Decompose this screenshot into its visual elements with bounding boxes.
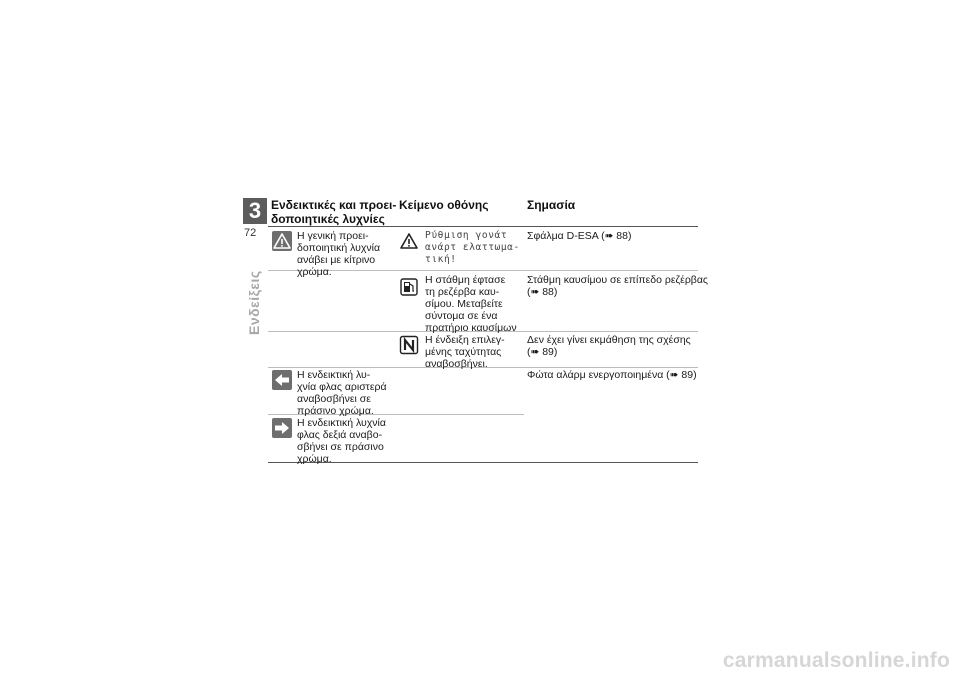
fuel-pump-icon: [399, 277, 419, 297]
arrow-right-icon: [272, 418, 292, 438]
header-rule: [268, 226, 698, 227]
warning-triangle-icon: [272, 231, 292, 251]
chapter-title-vertical: Ενδείξεις: [246, 270, 262, 335]
arrow-left-icon: [272, 370, 292, 390]
header-display-text: Κείμενο οθόνης: [399, 198, 489, 212]
header-meaning: Σημασία: [527, 198, 576, 212]
row1-display-text: Ρύθμιση γονάτ ανάρτ ελαττωμα- τική!: [425, 230, 520, 265]
row4-lamp-text: Η ενδεικτική λυ- χνία φλας αριστερά αναβοσβήνει σε πράσινο χρώμα.: [297, 369, 387, 417]
header-indicator-lamps: Ενδεικτικές και προει- δοποιητικές λυχνίες: [271, 198, 397, 226]
row5-lamp-text: Η ενδεικτική λυχνία φλας δεξιά αναβο- σβήνει σε πράσινο χρώμα.: [297, 417, 386, 465]
row3-meaning: Δεν έχει γίνει εκμάθηση της σχέσης (➠ 89): [527, 334, 691, 358]
neutral-n-icon: [399, 335, 419, 355]
row4-meaning: Φώτα αλάρμ ενεργοποιημένα (➠ 89): [527, 369, 697, 381]
row1-lamp-text: Η γενική προει- δοποιητική λυχνία ανάβει με κίτρινο χρώμα.: [297, 230, 381, 278]
row3-display-text: Η ένδειξη επιλεγ- μένης ταχύτητας αναβοσβήνει.: [425, 334, 505, 370]
watermark: carmanualsonline.info: [722, 649, 950, 672]
chapter-number-tab: 3: [243, 198, 267, 224]
warning-triangle-icon: [399, 231, 419, 251]
row1-meaning: Σφάλμα D-ESA (➠ 88): [527, 230, 632, 242]
row2-meaning: Στάθμη καυσίμου σε επίπεδο ρεζέρβας (➠ 88): [527, 274, 708, 298]
page-number: 72: [244, 227, 257, 239]
row2-display-text: Η στάθμη έφτασε τη ρεζέρβα καυ- σίμου. Μεταβείτε σύντομα σε ένα πρατήριο καυσίμων: [425, 274, 517, 334]
